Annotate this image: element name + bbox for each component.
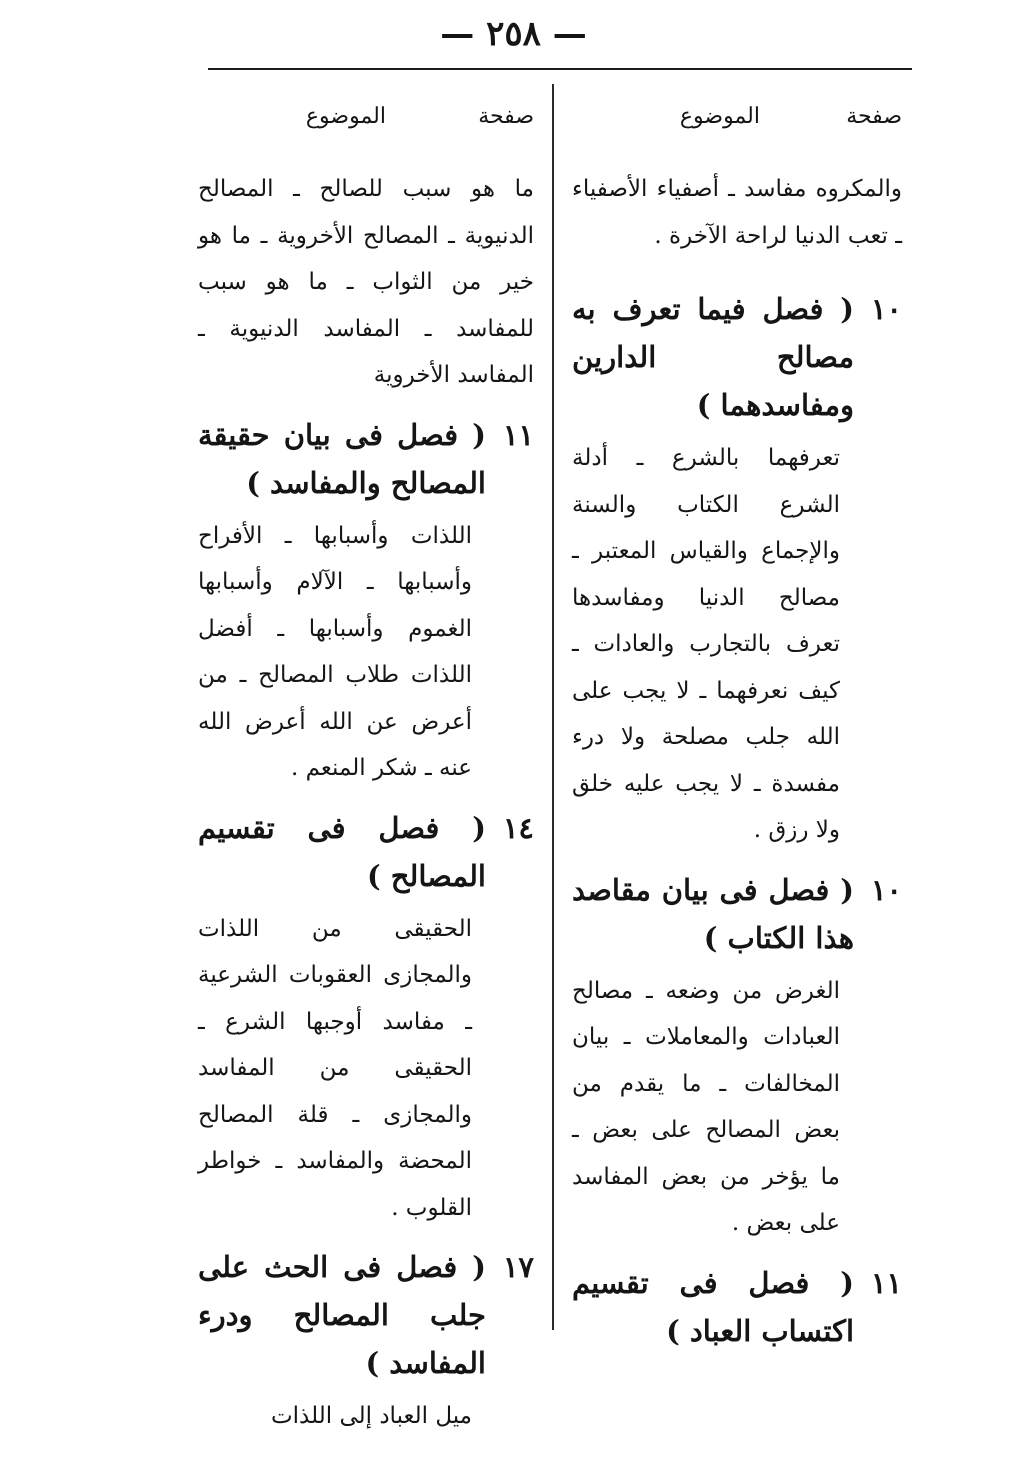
- section-description: الغرض من وضعه ـ مصالح العبادات والمعاملات ـ بيان المخالفات ـ ما يقدم من بعض المصالح على بعض ـ ما يؤخر من بعض المفاسد على بعض .: [572, 977, 840, 1236]
- column-header: [198, 96, 534, 140]
- column-divider: [552, 84, 554, 1330]
- section-title: [572, 285, 902, 429]
- page-column-label: صفحة: [846, 104, 902, 129]
- section-description: الحقيقى من اللذات والمجازى العقوبات الشرعية ـ مفاسد أوجبها الشرع ـ الحقيقى من المفاسد والمجازى ـ قلة المصالح المحضة والمفاسد ـ خواطر القلوب .: [198, 915, 472, 1221]
- page-ref: ١٠: [870, 292, 902, 326]
- section-title: [198, 804, 534, 900]
- page-ref: ١٤: [502, 810, 534, 845]
- page-ref: ١١: [870, 1265, 902, 1300]
- section-title-text: ( فصل فى الحث على جلب المصالح ودرء المفاسد ): [198, 1250, 486, 1380]
- section-title: [198, 1243, 534, 1387]
- page-ref: ١٧: [502, 1250, 534, 1284]
- column-header: [572, 96, 902, 140]
- section-title-text: ( فصل فيما تعرف به مصالح الدارين ومفاسدهما ): [572, 292, 854, 422]
- page-number: — ٢٥٨ —: [440, 14, 587, 54]
- section-description: تعرفهما بالشرع ـ أدلة الشرع الكتاب والسنة والإجماع والقياس المعتبر ـ مصالح الدنيا ومفاسدها تعرف بالتجارب والعادات ـ كيف نعرفهما ـ لا يجب على الله جلب مصلحة ولا درء مفسدة ـ لا يجب عليه خلق ولا رزق .: [572, 445, 840, 843]
- right-column: [572, 96, 902, 1355]
- page-ref: ١٠: [870, 872, 902, 907]
- section-description: ميل العباد إلى اللذات: [271, 1403, 472, 1429]
- section-description: اللذات وأسبابها ـ الأفراح وأسبابها ـ الآلام وأسبابها الغموم وأسبابها ـ أفضل اللذات طلاب المصالح ـ من أعرض عن الله أعرض الله عنه ـ شكر المنعم .: [198, 522, 472, 781]
- page-ref: ١١: [502, 417, 534, 452]
- top-rule: [208, 68, 912, 70]
- section-title: [198, 411, 534, 507]
- left-column: [198, 96, 534, 1452]
- section-title-text: ( فصل فى تقسيم المصالح ): [198, 810, 486, 893]
- continuation-text: والمكروه مفاسد ـ أصفياء الأصفياء ـ تعب الدنيا لراحة الآخرة .: [572, 176, 902, 249]
- topic-column-label: الموضوع: [679, 104, 760, 129]
- continuation-text: ما هو سبب للصالح ـ المصالح الدنيوية ـ المصالح الأخروية ـ ما هو خير من الثواب ـ ما هو سبب للمفاسد ـ المفاسد الدنيوية ـ المفاسد الأخروية: [198, 176, 534, 388]
- section-title-text: ( فصل فى بيان مقاصد هذا الكتاب ): [572, 872, 854, 955]
- section-title: [572, 866, 902, 962]
- section-title-text: ( فصل فى تقسيم اكتساب العباد ): [572, 1265, 854, 1348]
- page-column-label: صفحة: [478, 104, 534, 129]
- section-title: [572, 1259, 902, 1355]
- topic-column-label: الموضوع: [305, 104, 386, 129]
- section-title-text: ( فصل فى بيان حقيقة المصالح والمفاسد ): [198, 417, 486, 500]
